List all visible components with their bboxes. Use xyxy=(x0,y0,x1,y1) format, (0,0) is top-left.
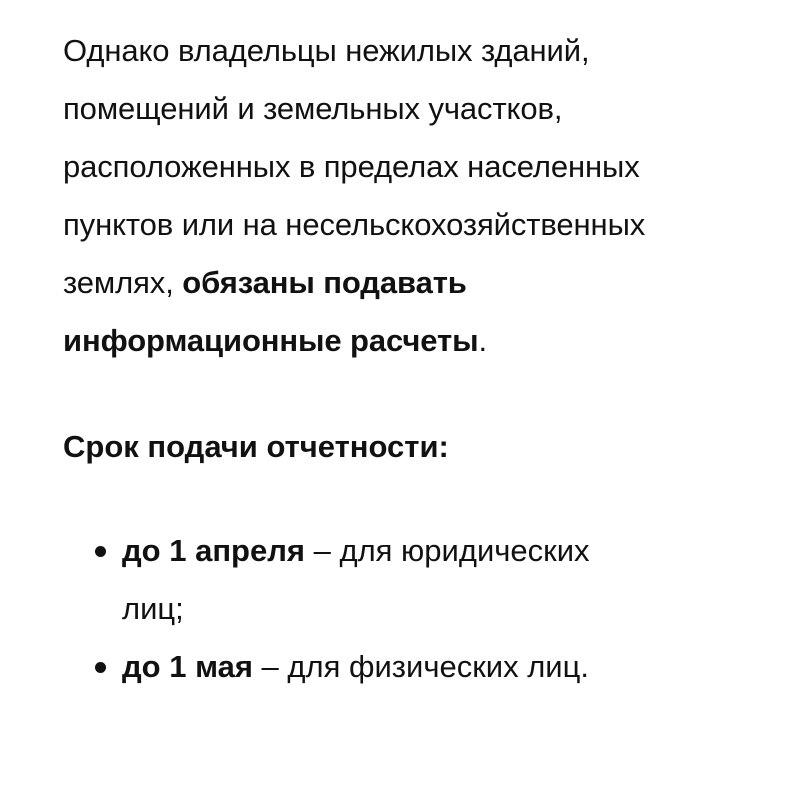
deadline-date: до 1 апреля xyxy=(122,533,306,568)
deadline-description: – для юридических лиц; xyxy=(122,533,590,626)
deadline-description: – для физических лиц. xyxy=(252,649,589,684)
paragraph-bold-text: обязаны подавать информационные расчеты xyxy=(63,265,479,358)
paragraph-text: Однако владельцы нежилых зданий, помещений и земельных участков, расположенных в пределах населенных пунктов или на несельскохозяйственных землях, xyxy=(63,33,646,300)
deadline-date: до 1 мая xyxy=(122,649,253,684)
body-paragraph xyxy=(63,22,753,370)
bullet-icon xyxy=(95,662,106,673)
paragraph-end-punctuation: . xyxy=(478,323,487,358)
article-content xyxy=(63,22,753,696)
section-heading: Срок подачи отчетности: xyxy=(63,429,449,464)
bullet-icon xyxy=(95,546,106,557)
list-item xyxy=(63,522,652,638)
deadline-list xyxy=(63,522,753,696)
list-item xyxy=(63,638,652,696)
